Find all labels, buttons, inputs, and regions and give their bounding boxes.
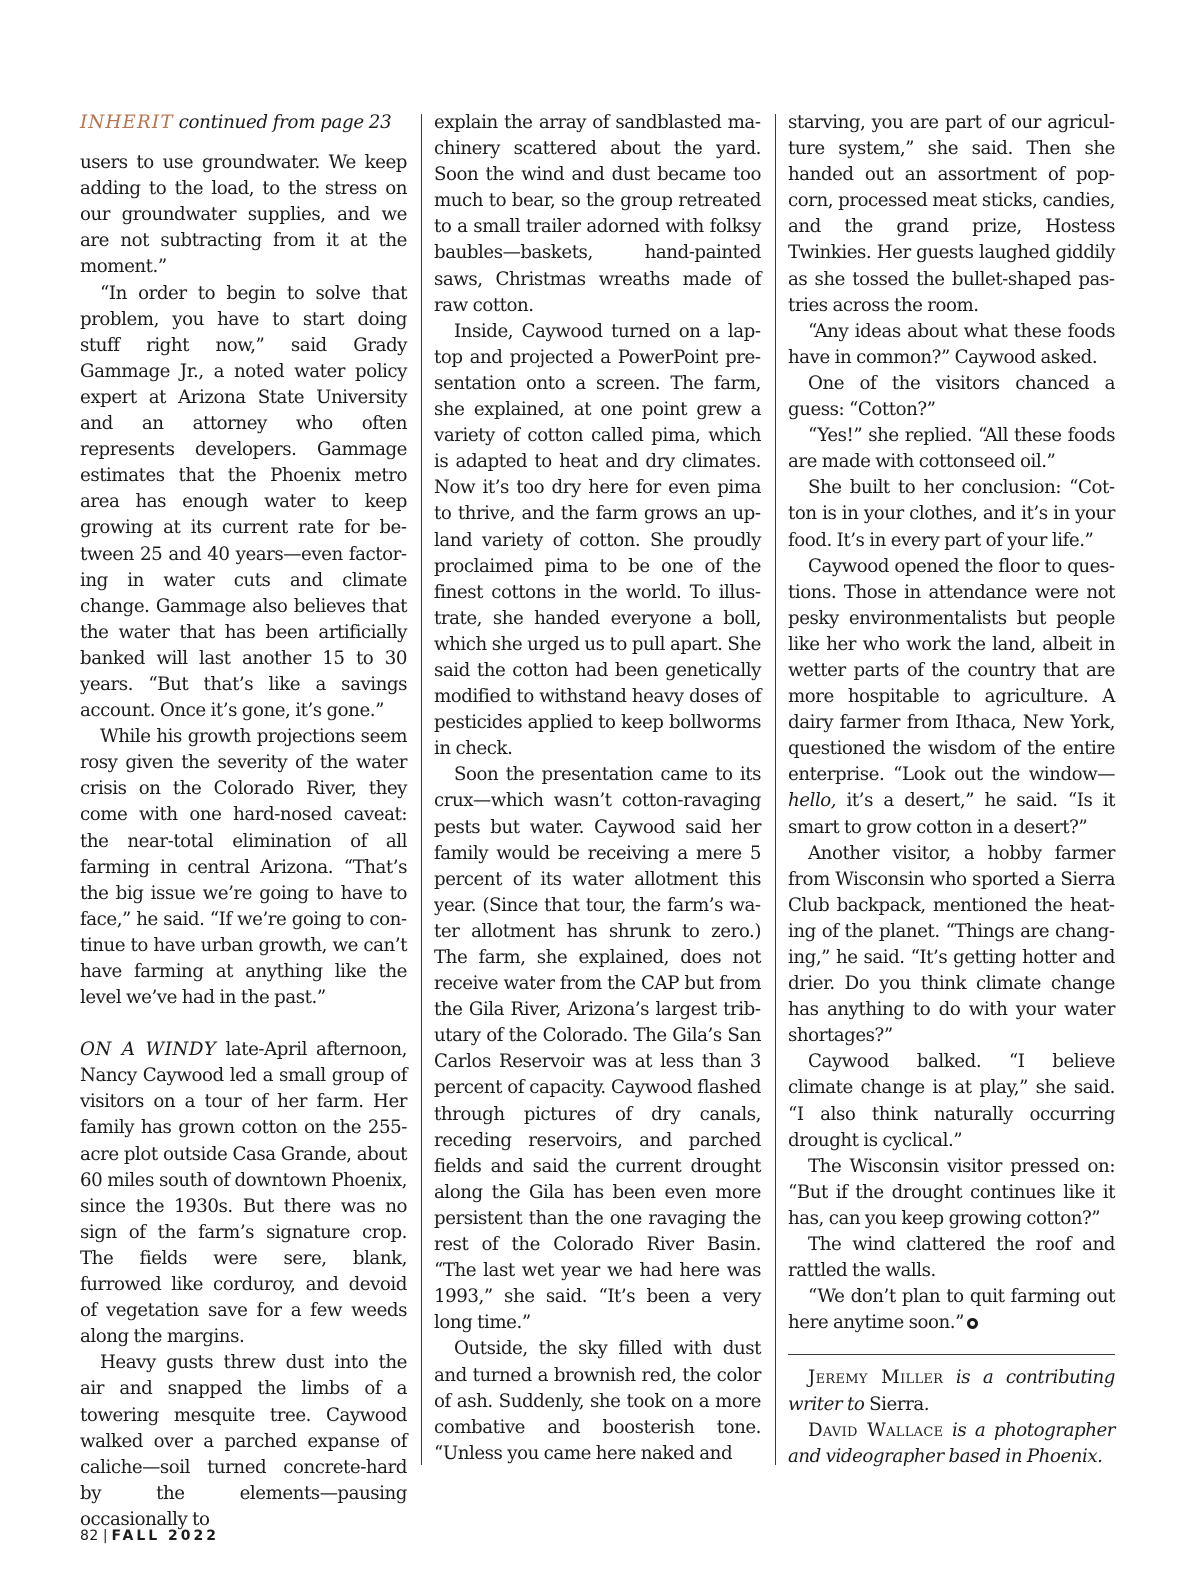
paragraph: The wind clattered the roof and rattled the walls. bbox=[788, 1234, 1115, 1282]
publication-name: Sierra bbox=[869, 1393, 924, 1415]
author-role-end: . bbox=[923, 1393, 930, 1415]
paragraph: Caywood balked. “I believe climate change is at play,” she said. “I also think naturally occurring drought is cyclical.” bbox=[788, 1051, 1115, 1151]
paragraph-text: late-April afternoon, Nancy Caywood led a small group of visitors on a tour of her farm. Her family has grown cotton on the 255-acre plot outside Casa Grande, about 60 miles south of downtown Phoenix, since the 1930s. But there was no sign of the farm’s signature crop. The fields were sere, blank, furrowed like corduroy, and devoid of vegetation save for a few weeds along the margins. bbox=[80, 1039, 407, 1348]
paragraph: users to use groundwater. We keep adding to the load, to the stress on our groundwater supplies, and we are not subtracting from it at the moment.” bbox=[80, 152, 407, 278]
bio-divider bbox=[788, 1354, 1115, 1355]
author-role: is a contributing writer to bbox=[788, 1367, 1115, 1415]
page-number: 82 bbox=[80, 1528, 99, 1544]
paragraph-section-start bbox=[80, 1037, 407, 1350]
photographer-role: is a photographer and videographer based in Phoenix. bbox=[788, 1419, 1116, 1467]
paragraph: “Any ideas about what these foods have in common?” Caywood asked. bbox=[788, 320, 1115, 368]
paragraph: “Yes!” she replied. “All these foods are made with cottonseed oil.” bbox=[788, 425, 1115, 473]
issue-label: FALL 2022 bbox=[111, 1528, 220, 1544]
author-bio bbox=[788, 1365, 1115, 1417]
continued-line bbox=[80, 110, 407, 136]
paragraph: Inside, Caywood turned on a laptop and projected a PowerPoint presentation onto a screen. The farm, she explained, at one point grew a variety of cotton called pima, which is adapted to heat and dry climates. Now it’s too dry here for even pima to thrive, and the farm grows an upland variety of cotton. She proudly proclaimed pima to be one of the finest cottons in the world. To illustrate, she handed everyone a boll, which she urged us to pull apart. She said the cotton had been genetically modified to withstand heavy doses of pesticides applied to keep bollworms in check. bbox=[434, 320, 761, 760]
paragraph: Outside, the sky filled with dust and turned a brownish red, the color of ash. Suddenly, she took on a more combative and boosterish tone. “Unless you came here naked and bbox=[434, 1338, 761, 1464]
page-folio bbox=[80, 1528, 219, 1544]
article-column-1 bbox=[80, 110, 407, 1533]
paragraph-text: Caywood opened the floor to questions. Those in attendance were not pesky environmentalists but people like her who work the land, albeit in wetter parts of the country that are more hospitable to agriculture. A dairy farmer from Ithaca, New York, questioned the wisdom of the entire enterprise. “Look out the window— bbox=[788, 555, 1115, 786]
section-lead-in: ON A WINDY bbox=[80, 1039, 217, 1061]
emphasis-text: hello, bbox=[788, 790, 837, 812]
photographer-name: David Wallace bbox=[808, 1419, 944, 1441]
paragraph: Soon the presentation came to its crux—which wasn’t cotton-ravaging pests but water. Caywood said her family would be receiving a mere 5 percent of its water allotment this year. (Since that tour, the farm’s water allotment has shrunk to zero.) The farm, she explained, does not receive water from the CAP but from the Gila River, Arizona’s largest tributary of the Colorado. The Gila’s San Carlos Reservoir was at less than 3 percent of capacity. Caywood flashed through pictures of dry canals, receding reservoirs, and parched fields and said the current drought along the Gila has been even more persistent than the one ravaging the rest of the Colorado River Basin. “The last wet year we had here was 1993,” she said. “It’s been a very long time.” bbox=[434, 764, 761, 1334]
paragraph-text: it’s a desert,” he said. “Is it smart to grow cotton in a desert?” bbox=[788, 790, 1115, 838]
author-name: Jeremy Miller bbox=[808, 1367, 944, 1389]
continued-from-label: continued from page 23 bbox=[178, 112, 392, 133]
paragraph: “In order to begin to solve that problem, you have to start doing stuff right now,” said Grady Gammage Jr., a noted water policy expert at Arizona State University and an attorney who often represents developers. Gammage estimates that the Phoenix metro area has enough water to keep growing at its current rate for between 25 and 40 years—even factoring in water cuts and climate change. Gammage also believes that the water that has been artificially banked will last another 15 to 30 years. “But that’s like a savings account. Once it’s gone, it’s gone.” bbox=[80, 282, 407, 722]
paragraph-final bbox=[788, 1284, 1115, 1336]
section-kicker: INHERIT bbox=[80, 112, 174, 133]
paragraph: starving, you are part of our agriculture system,” she said. Then she handed out an assortment of popcorn, processed meat sticks, candies, and the grand prize, Hostess Twinkies. Her guests laughed giddily as she tossed the bullet-shaped pastries across the room. bbox=[788, 112, 1115, 316]
photographer-bio bbox=[788, 1418, 1115, 1470]
paragraph: One of the visitors chanced a guess: “Cotton?” bbox=[788, 372, 1115, 421]
article-column-3 bbox=[788, 110, 1115, 1470]
paragraph: She built to her conclusion: “Cotton is in your clothes, and it’s in your food. It’s in every part of your life.” bbox=[788, 477, 1115, 551]
article-column-2 bbox=[434, 110, 761, 1467]
column-divider-left bbox=[421, 114, 422, 1465]
paragraph bbox=[788, 554, 1115, 841]
paragraph: Heavy gusts threw dust into the air and snapped the limbs of a towering mesquite tree. Caywood walked over a parched expanse of caliche—soil turned concrete-hard by the elements—pausing occasionally to bbox=[80, 1352, 407, 1530]
paragraph: The Wisconsin visitor pressed on: “But if the drought continues like it has, can you keep growing cotton?” bbox=[788, 1155, 1115, 1229]
paragraph: Another visitor, a hobby farmer from Wisconsin who sported a Sierra Club backpack, mentioned the heating of the planet. “Things are changing,” he said. “It’s getting hotter and drier. Do you think climate change has anything to do with your water shortages?” bbox=[788, 842, 1115, 1047]
folio-separator: | bbox=[102, 1528, 108, 1544]
column-divider-right bbox=[775, 114, 776, 1465]
paragraph: explain the array of sandblasted machinery scattered about the yard. Soon the wind and dust became too much to bear, so the group retreated to a small trailer adorned with folksy baubles—baskets, hand-painted saws, Christmas wreaths made of raw cotton. bbox=[434, 112, 761, 316]
end-mark-icon bbox=[967, 1318, 978, 1329]
paragraph-text: “We don’t plan to quit farming out here anytime soon.” bbox=[788, 1286, 1115, 1334]
paragraph: While his growth projections seem rosy given the severity of the water crisis on the Colorado River, they come with one hard-nosed caveat: the near-total elimination of all farming in central Arizona. “That’s the big issue we’re going to have to face,” he said. “If we’re going to continue to have urban growth, we can’t have farming at anything like the level we’ve had in the past.” bbox=[80, 726, 407, 1009]
